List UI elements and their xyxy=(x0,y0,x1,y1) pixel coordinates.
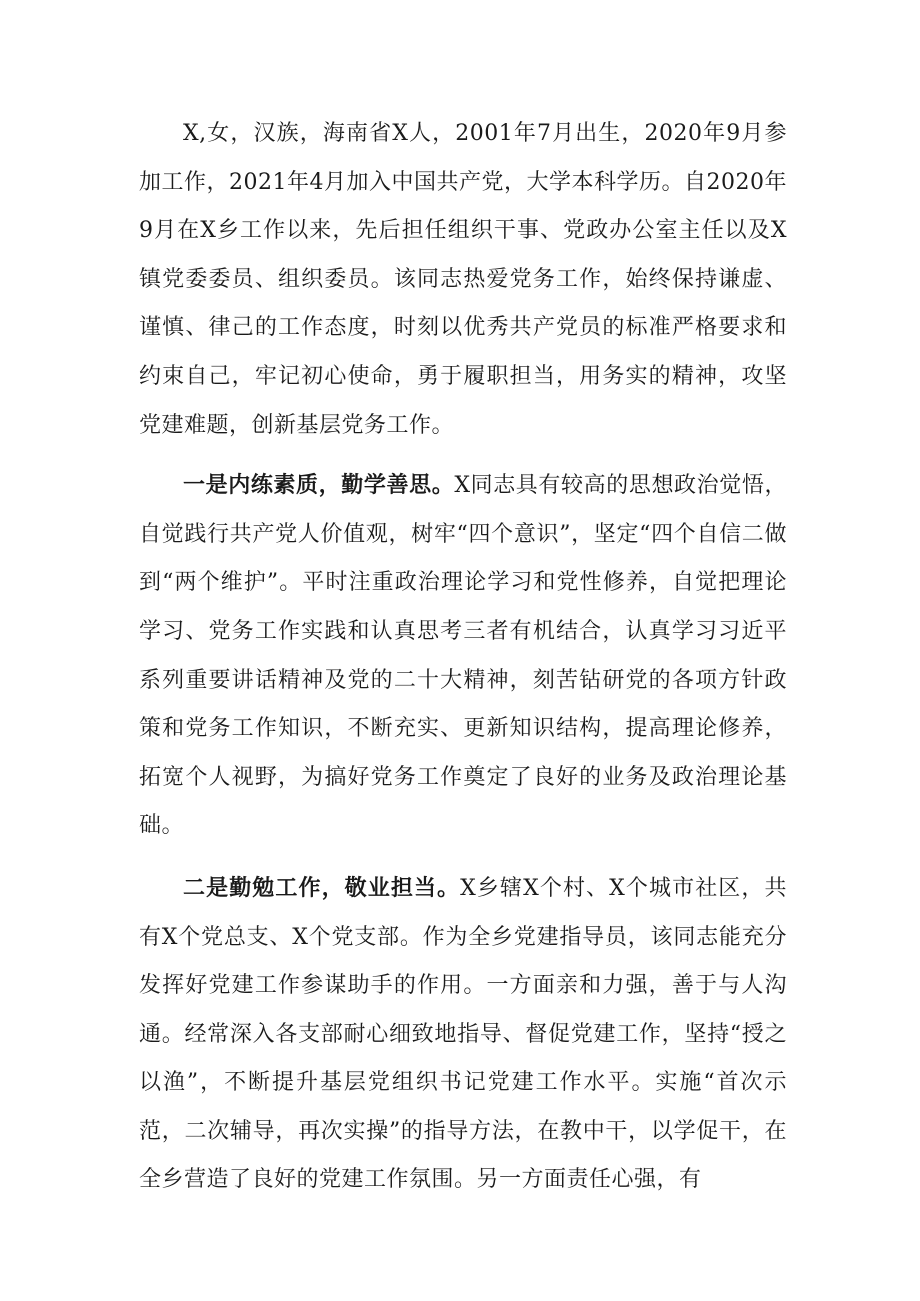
paragraph-work xyxy=(139,865,787,1205)
paragraph-text: X,女，汉族，海南省X人，2001年7月出生，2020年9月参加工作，2021年4月加入中国共产党，大学本科学历。自2020年9月在X乡工作以来，先后担任组织干事、党政办公室主任以及X镇党委委员、组织委员。该同志热爱党务工作，始终保持谦虚、谨慎、律己的工作态度，时刻以优秀共产党员的标准严格要求和约束自己，牢记初心使命，勇于履职担当，用务实的精神，攻坚党建难题，创新基层党务工作。 xyxy=(139,121,787,438)
paragraph-study xyxy=(139,462,787,851)
paragraph-text: X乡辖X个村、X个城市社区，共有X个党总支、X个党支部。作为全乡党建指导员，该同志能充分发挥好党建工作参谋助手的作用。一方面亲和力强，善于与人沟通。经常深入各支部耐心细致地指导、督促党建工作，坚持“授之以渔”，不断提升基层党组织书记党建工作水平。实施“首次示范，二次辅导，再次实操”的指导方法，在教中干，以学促干，在全乡营造了良好的党建工作氛围。另一方面责任心强，有 xyxy=(139,875,787,1193)
paragraph-lead: 二是勤勉工作，敬业担当。 xyxy=(183,875,461,901)
paragraph-lead: 一是内练素质，勤学善思。 xyxy=(183,473,455,499)
paragraph-intro xyxy=(139,110,787,450)
document-body xyxy=(139,110,787,1221)
paragraph-text: X同志具有较高的思想政治觉悟，自觉践行共产党人价值观，树牢“四个意识”，坚定“四个自信二做到“两个维护”。平时注重政治理论学习和党性修养，自觉把理论学习、党务工作实践和认真思考三者有机结合，认真学习习近平系列重要讲话精神及党的二十大精神，刻苦钻研党的各项方针政策和党务工作知识，不断充实、更新知识结构，提高理论修养，拓宽个人视野，为搞好党务工作奠定了良好的业务及政治理论基础。 xyxy=(139,473,787,839)
